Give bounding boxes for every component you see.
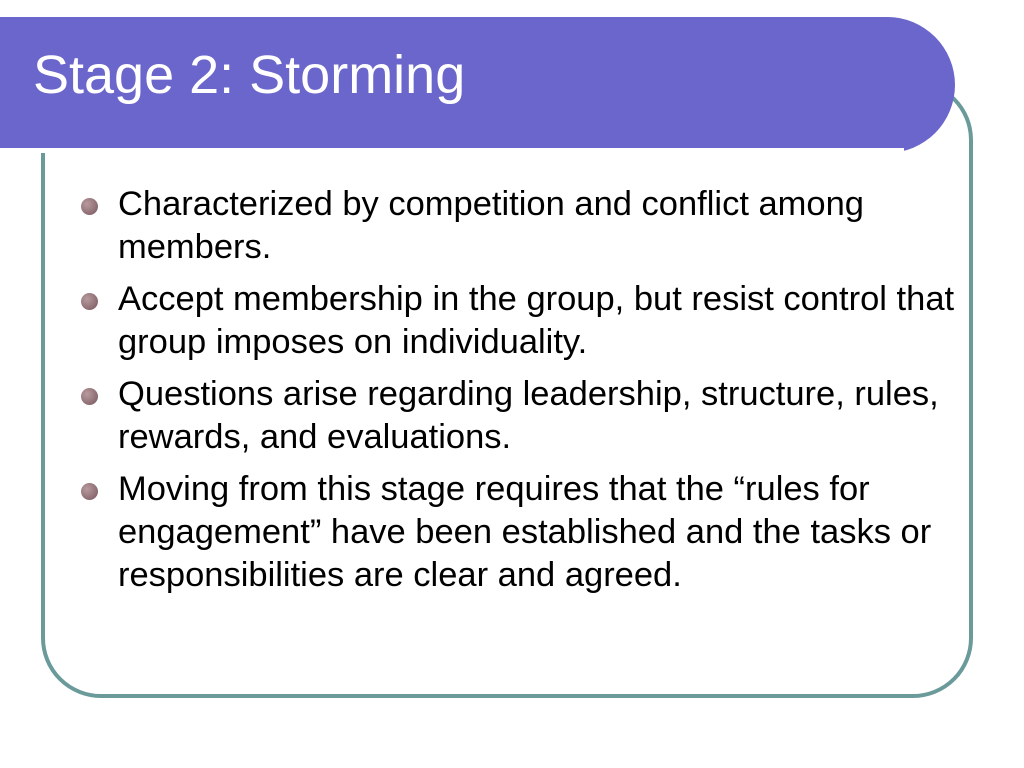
bullet-item	[80, 278, 960, 364]
title-underline	[0, 148, 904, 153]
bullet-text: Moving from this stage requires that the “rules for engagement” have been established and the tasks or responsibilities are clear and agreed.	[118, 470, 932, 594]
bullet-item	[80, 468, 960, 597]
bullet-list	[80, 183, 960, 606]
bullet-icon	[81, 293, 98, 310]
bullet-text: Accept membership in the group, but resist control that group imposes on individuality.	[118, 280, 955, 361]
bullet-icon	[81, 388, 98, 405]
bullet-item	[80, 373, 960, 459]
bullet-text: Questions arise regarding leadership, structure, rules, rewards, and evaluations.	[118, 375, 939, 456]
slide-title: Stage 2: Storming	[33, 45, 466, 105]
bullet-text: Characterized by competition and conflict among members.	[118, 185, 864, 266]
bullet-icon	[81, 198, 98, 215]
bullet-icon	[81, 483, 98, 500]
bullet-item	[80, 183, 960, 269]
